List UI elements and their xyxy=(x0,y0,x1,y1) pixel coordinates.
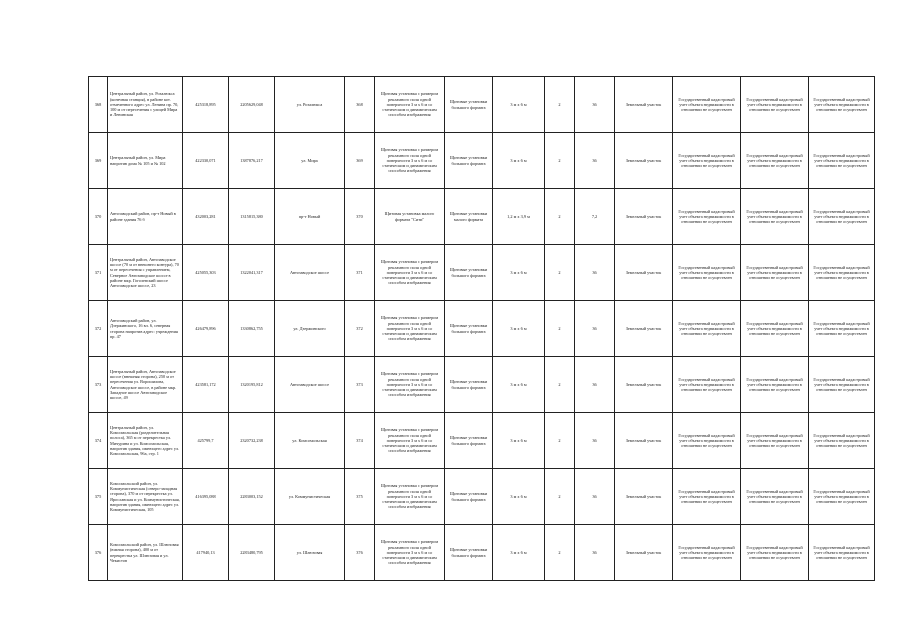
address-cell: Комсомольский район, ул. Шлюзовая (южная сторона), 400 м от перекрестка ул. Шлюзовая и ул. Чекистов xyxy=(108,525,183,581)
area-cell: 36 xyxy=(575,469,615,525)
row-number-cell: 370 xyxy=(89,189,108,245)
description-cell: Щитовая установка с размером рекламного поля одной поверхности 3 м x 6 м со статическим и динамическим способом изображения xyxy=(375,301,445,357)
address-cell: Автозаводский район, пр-т Новый в районе здания 76 б xyxy=(108,189,183,245)
coordinate-x-cell: 422330,071 xyxy=(183,133,229,189)
cadastral-status-1-cell: Государственный кадастровый учет объекта недвижимости в отношении не осуществлен xyxy=(673,189,741,245)
address-cell: Центральный район, Автозаводское шоссе (70 м от внешнего контура), 70 м от пересечения с управлением, Северное Автозаводское шоссе в районе мкр. Гоголевский шоссе Автозаводское шоссе, 23 xyxy=(108,245,183,301)
coordinate-x-cell: 417940,13 xyxy=(183,525,229,581)
size-cell: 3 м x 6 м xyxy=(493,413,545,469)
street-cell: Автозаводское шоссе xyxy=(275,245,345,301)
structure-number-cell: 368 xyxy=(345,77,375,133)
structure-type-cell: Щитовые установки малого формата xyxy=(445,189,493,245)
street-cell: ул. Дзержинского xyxy=(275,301,345,357)
cadastral-status-2-cell: Государственный кадастровый учет объекта недвижимости в отношении не осуществлен xyxy=(741,525,809,581)
structure-type-cell: Щитовые установки большого формата xyxy=(445,245,493,301)
street-cell: ул. Мира xyxy=(275,133,345,189)
description-cell: Щитовая установка с размером рекламного поля одной поверхности 3 м x 6 м со статическим и динамическим способом изображения xyxy=(375,525,445,581)
structure-type-cell: Щитовые установки большого формата xyxy=(445,525,493,581)
row-number-cell: 371 xyxy=(89,245,108,301)
structure-number-cell: 370 xyxy=(345,189,375,245)
land-type-cell: Земельный участок xyxy=(615,357,673,413)
cadastral-status-2-cell: Государственный кадастровый учет объекта недвижимости в отношении не осуществлен xyxy=(741,469,809,525)
cadastral-status-2-cell: Государственный кадастровый учет объекта недвижимости в отношении не осуществлен xyxy=(741,357,809,413)
street-cell: пр-т Новый xyxy=(275,189,345,245)
table-row xyxy=(89,413,875,469)
cadastral-status-2-cell: Государственный кадастровый учет объекта недвижимости в отношении не осуществлен xyxy=(741,133,809,189)
street-cell: ул. Комсомольская xyxy=(275,413,345,469)
cadastral-status-3-cell: Государственный кадастровый учет объекта недвижимости в отношении не осуществлен xyxy=(809,245,875,301)
row-number-cell: 372 xyxy=(89,301,108,357)
size-cell: 3 м x 6 м xyxy=(493,77,545,133)
coordinate-x-cell: 426479,896 xyxy=(183,301,229,357)
sides-count-cell: 2 xyxy=(545,525,575,581)
land-type-cell: Земельный участок xyxy=(615,525,673,581)
structure-number-cell: 371 xyxy=(345,245,375,301)
description-cell: Щитовая установка с размером рекламного поля одной поверхности 3 м x 6 м со статическим и динамическим способом изображения xyxy=(375,245,445,301)
description-cell: Щитовая установка с размером рекламного поля одной поверхности 3 м x 6 м со статическим и динамическим способом изображения xyxy=(375,413,445,469)
cadastral-status-1-cell: Государственный кадастровый учет объекта недвижимости в отношении не осуществлен xyxy=(673,413,741,469)
structure-number-cell: 373 xyxy=(345,357,375,413)
cadastral-status-1-cell: Государственный кадастровый учет объекта недвижимости в отношении не осуществлен xyxy=(673,133,741,189)
cadastral-status-1-cell: Государственный кадастровый учет объекта недвижимости в отношении не осуществлен xyxy=(673,245,741,301)
land-type-cell: Земельный участок xyxy=(615,469,673,525)
cadastral-status-2-cell: Государственный кадастровый учет объекта недвижимости в отношении не осуществлен xyxy=(741,189,809,245)
cadastral-status-1-cell: Государственный кадастровый учет объекта недвижимости в отношении не осуществлен xyxy=(673,357,741,413)
structure-type-cell: Щитовые установки большого формата xyxy=(445,133,493,189)
table-row xyxy=(89,301,875,357)
cadastral-status-3-cell: Государственный кадастровый учет объекта недвижимости в отношении не осуществлен xyxy=(809,133,875,189)
coordinate-x-cell: 416395,088 xyxy=(183,469,229,525)
sides-count-cell: 2 xyxy=(545,133,575,189)
address-cell: Центральный район, ул. Комсомольская (разделительная полоса), 365 м от перекрестка ул. Мичурина и ул. Комсомольская, напротив здания, имеющего адрес ул. Комсомольская, 96а, стр. 1 xyxy=(108,413,183,469)
cadastral-status-1-cell: Государственный кадастровый учет объекта недвижимости в отношении не осуществлен xyxy=(673,469,741,525)
row-number-cell: 375 xyxy=(89,469,108,525)
cadastral-status-2-cell: Государственный кадастровый учет объекта недвижимости в отношении не осуществлен xyxy=(741,301,809,357)
structure-type-cell: Щитовые установки большого формата xyxy=(445,469,493,525)
row-number-cell: 369 xyxy=(89,133,108,189)
advertising-structures-table xyxy=(88,76,875,581)
structure-number-cell: 374 xyxy=(345,413,375,469)
address-cell: Центральный район, ул. Мира напротив дома № 105 и № 102 xyxy=(108,133,183,189)
area-cell: 36 xyxy=(575,301,615,357)
area-cell: 36 xyxy=(575,133,615,189)
sides-count-cell: 2 xyxy=(545,413,575,469)
structure-type-cell: Щитовые установки большого формата xyxy=(445,77,493,133)
coordinate-y-cell: 1320195,812 xyxy=(229,357,275,413)
land-type-cell: Земельный участок xyxy=(615,133,673,189)
land-type-cell: Земельный участок xyxy=(615,413,673,469)
table-row xyxy=(89,133,875,189)
structure-number-cell: 375 xyxy=(345,469,375,525)
area-cell: 36 xyxy=(575,77,615,133)
cadastral-status-2-cell: Государственный кадастровый учет объекта недвижимости в отношении не осуществлен xyxy=(741,413,809,469)
cadastral-status-1-cell: Государственный кадастровый учет объекта недвижимости в отношении не осуществлен xyxy=(673,525,741,581)
table-row xyxy=(89,469,875,525)
cadastral-status-3-cell: Государственный кадастровый учет объекта недвижимости в отношении не осуществлен xyxy=(809,357,875,413)
coordinate-y-cell: 1330862,755 xyxy=(229,301,275,357)
row-number-cell: 373 xyxy=(89,357,108,413)
description-cell: Щитовая установка с размером рекламного поля одной поверхности 3 м x 6 м со статическим и динамическим способом изображения xyxy=(375,133,445,189)
coordinate-x-cell: 425318,895 xyxy=(183,77,229,133)
street-cell: ул. Розалюкса xyxy=(275,77,345,133)
structure-type-cell: Щитовые установки большого формата xyxy=(445,357,493,413)
cadastral-status-3-cell: Государственный кадастровый учет объекта недвижимости в отношении не осуществлен xyxy=(809,189,875,245)
coordinate-y-cell: 2283480,795 xyxy=(229,525,275,581)
area-cell: 36 xyxy=(575,245,615,301)
size-cell: 3 м x 6 м xyxy=(493,525,545,581)
area-cell: 36 xyxy=(575,525,615,581)
coordinate-x-cell: 425055,303 xyxy=(183,245,229,301)
sides-count-cell: 2 xyxy=(545,301,575,357)
coordinate-x-cell: 425799,7 xyxy=(183,413,229,469)
land-type-cell: Земельный участок xyxy=(615,245,673,301)
structure-type-cell: Щитовые установки большого формата xyxy=(445,413,493,469)
cadastral-status-3-cell: Государственный кадастровый учет объекта недвижимости в отношении не осуществлен xyxy=(809,525,875,581)
table-row xyxy=(89,245,875,301)
area-cell: 36 xyxy=(575,413,615,469)
address-cell: Центральный район, ул. Розалюкса (конечная станция), в районе кот. отмеченного адрес ул. Ленина пр. 70, 100 м от пересечения с улицей Мира и Ленинская xyxy=(108,77,183,133)
land-type-cell: Земельный участок xyxy=(615,301,673,357)
cadastral-status-3-cell: Государственный кадастровый учет объекта недвижимости в отношении не осуществлен xyxy=(809,301,875,357)
coordinate-y-cell: 1322041,317 xyxy=(229,245,275,301)
address-cell: Центральный район, Автозаводское шоссе (внешняя сторона), 250 м от пересечения ул. Ворошилова, Автозаводское шоссе, в районе мкр. Западное шоссе Автозаводское шоссе, 49 xyxy=(108,357,183,413)
row-number-cell: 376 xyxy=(89,525,108,581)
land-type-cell: Земельный участок xyxy=(615,77,673,133)
land-type-cell: Земельный участок xyxy=(615,189,673,245)
coordinate-y-cell: 2283003,152 xyxy=(229,469,275,525)
row-number-cell: 368 xyxy=(89,77,108,133)
table-row xyxy=(89,77,875,133)
street-cell: ул. Коммунистическая xyxy=(275,469,345,525)
size-cell: 1,2 м x 3,9 м xyxy=(493,189,545,245)
size-cell: 3 м x 6 м xyxy=(493,357,545,413)
coordinate-y-cell: 1387876,217 xyxy=(229,133,275,189)
table-row xyxy=(89,357,875,413)
size-cell: 3 м x 6 м xyxy=(493,245,545,301)
coordinate-x-cell: 423581,172 xyxy=(183,357,229,413)
cadastral-status-3-cell: Государственный кадастровый учет объекта недвижимости в отношении не осуществлен xyxy=(809,469,875,525)
address-cell: Комсомольский район, ул. Коммунистическая (северо-западная сторона), 370 м от перекрестка ул. Ярославская и ул. Коммунистическая, напротив здания, имеющего адрес ул. Коммунистическая, 105 xyxy=(108,469,183,525)
description-cell: Щитовая установка с размером рекламного поля одной поверхности 3 м x 6 м со статическим и динамическим способом изображения xyxy=(375,357,445,413)
size-cell: 3 м x 6 м xyxy=(493,469,545,525)
address-cell: Автозаводский район, ул. Дзержинского, 16 вл. 6, северная сторона напротив адрес: учреждения пр. 47 xyxy=(108,301,183,357)
sides-count-cell: 2 xyxy=(545,357,575,413)
description-cell: Щитовая установка с размером рекламного поля одной поверхности 3 м x 6 м со статическим и динамическим способом изображения xyxy=(375,77,445,133)
sides-count-cell: 2 xyxy=(545,469,575,525)
cadastral-status-2-cell: Государственный кадастровый учет объекта недвижимости в отношении не осуществлен xyxy=(741,77,809,133)
coordinate-y-cell: 2320732,238 xyxy=(229,413,275,469)
sides-count-cell: 2 xyxy=(545,77,575,133)
street-cell: ул. Шлюзовая xyxy=(275,525,345,581)
coordinate-y-cell: 2205629,048 xyxy=(229,77,275,133)
cadastral-status-3-cell: Государственный кадастровый учет объекта недвижимости в отношении не осуществлен xyxy=(809,413,875,469)
sides-count-cell: 2 xyxy=(545,189,575,245)
structure-number-cell: 369 xyxy=(345,133,375,189)
table-row xyxy=(89,189,875,245)
description-cell: Щитовая установка с размером рекламного поля одной поверхности 3 м x 6 м со статическим и динамическим способом изображения xyxy=(375,469,445,525)
area-cell: 7,2 xyxy=(575,189,615,245)
coordinate-y-cell: 1315815,380 xyxy=(229,189,275,245)
structure-type-cell: Щитовые установки большого формата xyxy=(445,301,493,357)
cadastral-status-1-cell: Государственный кадастровый учет объекта недвижимости в отношении не осуществлен xyxy=(673,301,741,357)
table-row xyxy=(89,525,875,581)
size-cell: 3 м x 6 м xyxy=(493,133,545,189)
structure-number-cell: 372 xyxy=(345,301,375,357)
street-cell: Автозаводское шоссе xyxy=(275,357,345,413)
coordinate-x-cell: 432003,281 xyxy=(183,189,229,245)
cadastral-status-1-cell: Государственный кадастровый учет объекта недвижимости в отношении не осуществлен xyxy=(673,77,741,133)
structure-number-cell: 376 xyxy=(345,525,375,581)
sides-count-cell: 2 xyxy=(545,245,575,301)
area-cell: 36 xyxy=(575,357,615,413)
description-cell: Щитовая установка малого формата "Сити" xyxy=(375,189,445,245)
size-cell: 3 м x 6 м xyxy=(493,301,545,357)
cadastral-status-2-cell: Государственный кадастровый учет объекта недвижимости в отношении не осуществлен xyxy=(741,245,809,301)
cadastral-status-3-cell: Государственный кадастровый учет объекта недвижимости в отношении не осуществлен xyxy=(809,77,875,133)
row-number-cell: 374 xyxy=(89,413,108,469)
